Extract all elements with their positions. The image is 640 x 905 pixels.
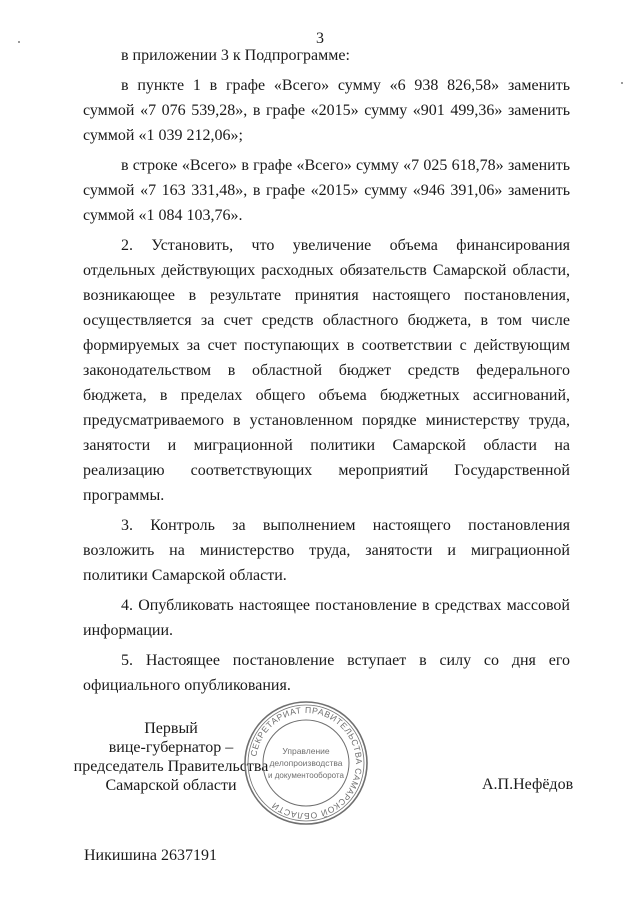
clause-2-funding: 2. Установить, что увеличение объема финансирования отдельных действующих расходных обязательств Самарской области, возникающее в результате принятия настоящего постановления, осуществляется за счет средств областного бюджета, в том числе формируемых за счет поступающих в соответствии с действующим законодательством в областной бюджет средств федерального бюджета, в пределах общего объема бюджетных ассигнований, предусматриваемого в установленном порядке министерству труда, занятости и миграционной политики Самарской области на реализацию соответствующих мероприятий Государственной программы. — [83, 237, 570, 504]
signatory-title-line: Самарской области — [105, 777, 237, 794]
amendment-total-row: в строке «Всего» в графе «Всего» сумму «7 025 618,78» заменить суммой «7 163 331,48», в графе «2015» сумму «946 391,06» заменить суммой «1 084 103,76». — [83, 157, 570, 224]
signatory-title-line: вице-губернатор – — [108, 739, 234, 756]
stamp-outer-text: СЕКРЕТАРИАТ ПРАВИТЕЛЬСТВА САМАРСКОЙ ОБЛАСТИ — [248, 704, 365, 822]
amendment-appendix-3: в приложении 3 к Подпрограмме: — [121, 47, 350, 64]
scan-speck — [621, 82, 623, 84]
page-number: 3 — [316, 30, 324, 47]
signatory-name: А.П.Нефёдов — [482, 776, 574, 793]
document-body — [83, 43, 570, 703]
stamp-inner-line: Управление — [282, 746, 330, 756]
executor-contact: Никишина 2637191 — [84, 847, 217, 864]
stamp-inner-line: и документооборота — [268, 771, 344, 780]
stamp-seal — [243, 700, 369, 826]
clause-5-effective: 5. Настоящее постановление вступает в силу со дня его официального опубликования. — [83, 652, 570, 694]
scan-speck — [18, 41, 20, 43]
signatory-title-line: председатель Правительства — [73, 758, 269, 775]
amendment-point-1: в пункте 1 в графе «Всего» сумму «6 938 826,58» заменить суммой «7 076 539,28», в графе «2015» сумму «901 499,36» заменить суммой «1 039 212,06»; — [83, 77, 570, 144]
signatory-title-line: Первый — [144, 720, 198, 737]
clause-3-control: 3. Контроль за выполнением настоящего постановления возложить на министерство труда, занятости и миграционной политики Самарской области. — [83, 517, 570, 584]
official-stamp — [243, 700, 369, 826]
clause-4-publish: 4. Опубликовать настоящее постановление в средствах массовой информации. — [83, 597, 570, 639]
stamp-inner-line: делопроизводства — [269, 758, 343, 768]
